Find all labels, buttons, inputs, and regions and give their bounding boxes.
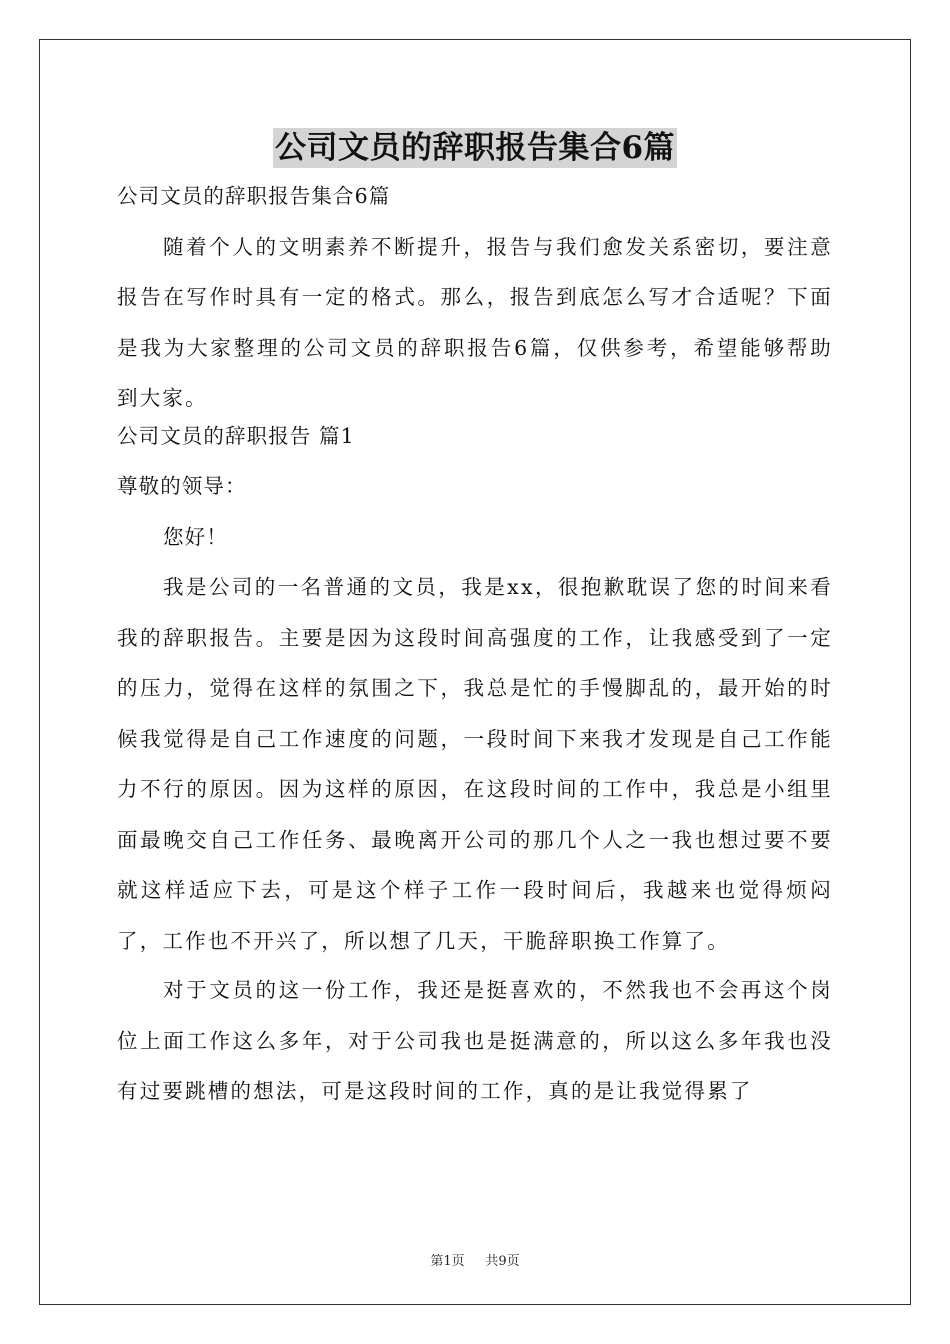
greeting: 您好！ [163,524,228,549]
page-footer [0,1250,950,1269]
document-title: 公司文员的辞职报告集合6篇 [274,130,676,166]
body-paragraph-2: 对于文员的这一份工作，我还是挺喜欢的，不然我也不会再这个岗位上面工作这么多年，对于公司我也是挺满意的，所以这么多年我也没有过要跳槽的想法，可是这段时间的工作，真的是让我觉得累了 [117,978,833,1103]
page-number: 第1页 [430,1254,465,1269]
title-wrap [0,128,950,168]
body-paragraph-1: 我是公司的一名普通的文员，我是xx，很抱歉耽误了您的时间来看我的辞职报告。主要是因为这段时间高强度的工作，让我感受到了一定的压力，觉得在这样的氛围之下，我总是忙的手慢脚乱的，最开始的时候我觉得是自己工作速度的问题，一段时间下来我才发现是自己工作能力不行的原因。因为这样的原因，在这段时间的工作中，我总是小组里面最晚交自己工作任务、最晚离开公司的那几个人之一我也想过要不要就这样适应下去，可是这个样子工作一段时间后，我越来也觉得烦闷了，工作也不开兴了，所以想了几天，干脆辞职换工作算了。 [117,575,833,953]
page-total: 共9页 [485,1254,520,1269]
subtitle: 公司文员的辞职报告集合6篇 [117,184,391,208]
document-body [117,183,833,1117]
section-heading: 公司文员的辞职报告 篇1 [117,423,355,448]
intro-paragraph: 随着个人的文明素养不断提升，报告与我们愈发关系密切，要注意报告在写作时具有一定的格式。那么，报告到底怎么写才合适呢？下面是我为大家整理的公司文员的辞职报告6篇，仅供参考，希望能够帮助到大家。 [117,234,833,410]
salutation: 尊敬的领导： [117,474,247,498]
